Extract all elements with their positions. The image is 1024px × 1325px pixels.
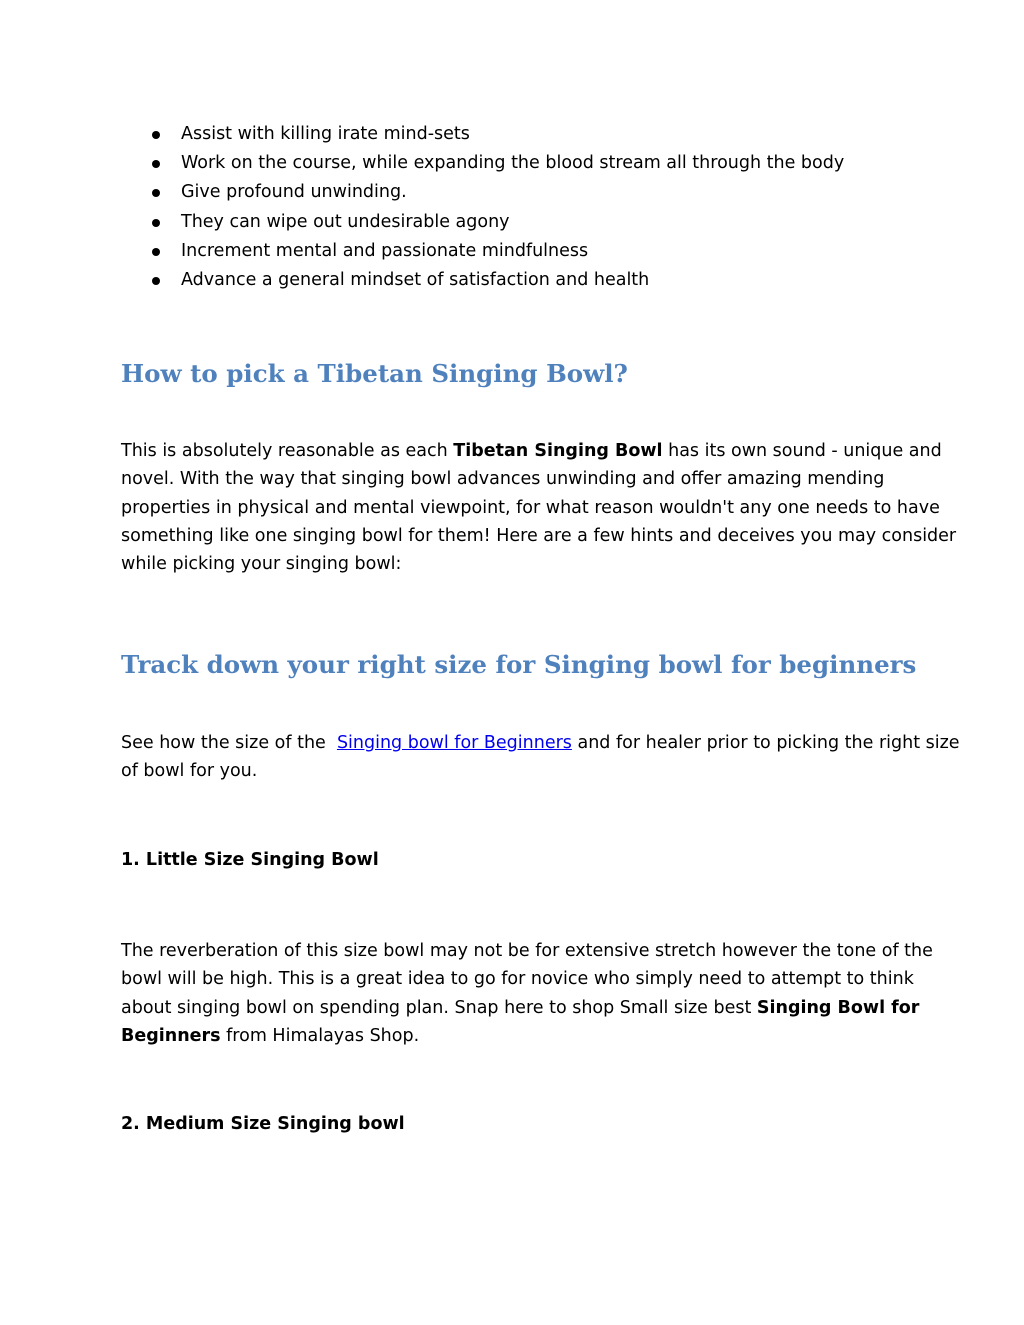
list-item: Increment mental and passionate mindfulness	[0, 237, 844, 266]
subheading-medium-size: 2. Medium Size Singing bowl	[121, 1114, 405, 1134]
bullet-icon	[152, 160, 160, 168]
bullet-icon	[152, 219, 160, 227]
benefits-list	[0, 120, 844, 295]
bullet-icon	[152, 131, 160, 139]
list-item: Give profound unwinding.	[0, 178, 844, 207]
section-heading-how-to-pick: How to pick a Tibetan Singing Bowl?	[121, 359, 628, 388]
section-heading-right-size: Track down your right size for Singing bowl for beginners	[121, 650, 917, 679]
singing-bowl-beginners-link[interactable]: Singing bowl for Beginners	[336, 733, 572, 753]
bullet-icon	[152, 248, 160, 256]
subheading-little-size: 1. Little Size Singing Bowl	[121, 850, 379, 870]
paragraph-how-to-pick: This is absolutely reasonable as each Tibetan Singing Bowl has its own sound - unique and novel. With the way that singing bowl advances unwinding and offer amazing mending properties in physical and mental viewpoint, for what reason wouldn't any one needs to have something like one singing bowl for them! Here are a few hints and deceives you may consider while picking your singing bowl:	[121, 441, 957, 575]
list-item: Assist with killing irate mind-sets	[0, 120, 844, 149]
paragraph-right-size: See how the size of the Singing bowl for Beginners and for healer prior to picking the right size of bowl for you.	[121, 733, 960, 782]
paragraph-little-size: The reverberation of this size bowl may not be for extensive stretch however the tone of the bowl will be high. This is a great idea to go for novice who simply need to attempt to think about singing bowl on spending plan. Snap here to shop Small size best Singing Bowl for Beginners from Himalayas Shop.	[121, 941, 933, 1046]
list-item: Work on the course, while expanding the blood stream all through the body	[0, 149, 844, 178]
list-item: They can wipe out undesirable agony	[0, 208, 844, 237]
list-item: Advance a general mindset of satisfaction and health	[0, 266, 844, 295]
bullet-icon	[152, 189, 160, 197]
bullet-icon	[152, 277, 160, 285]
